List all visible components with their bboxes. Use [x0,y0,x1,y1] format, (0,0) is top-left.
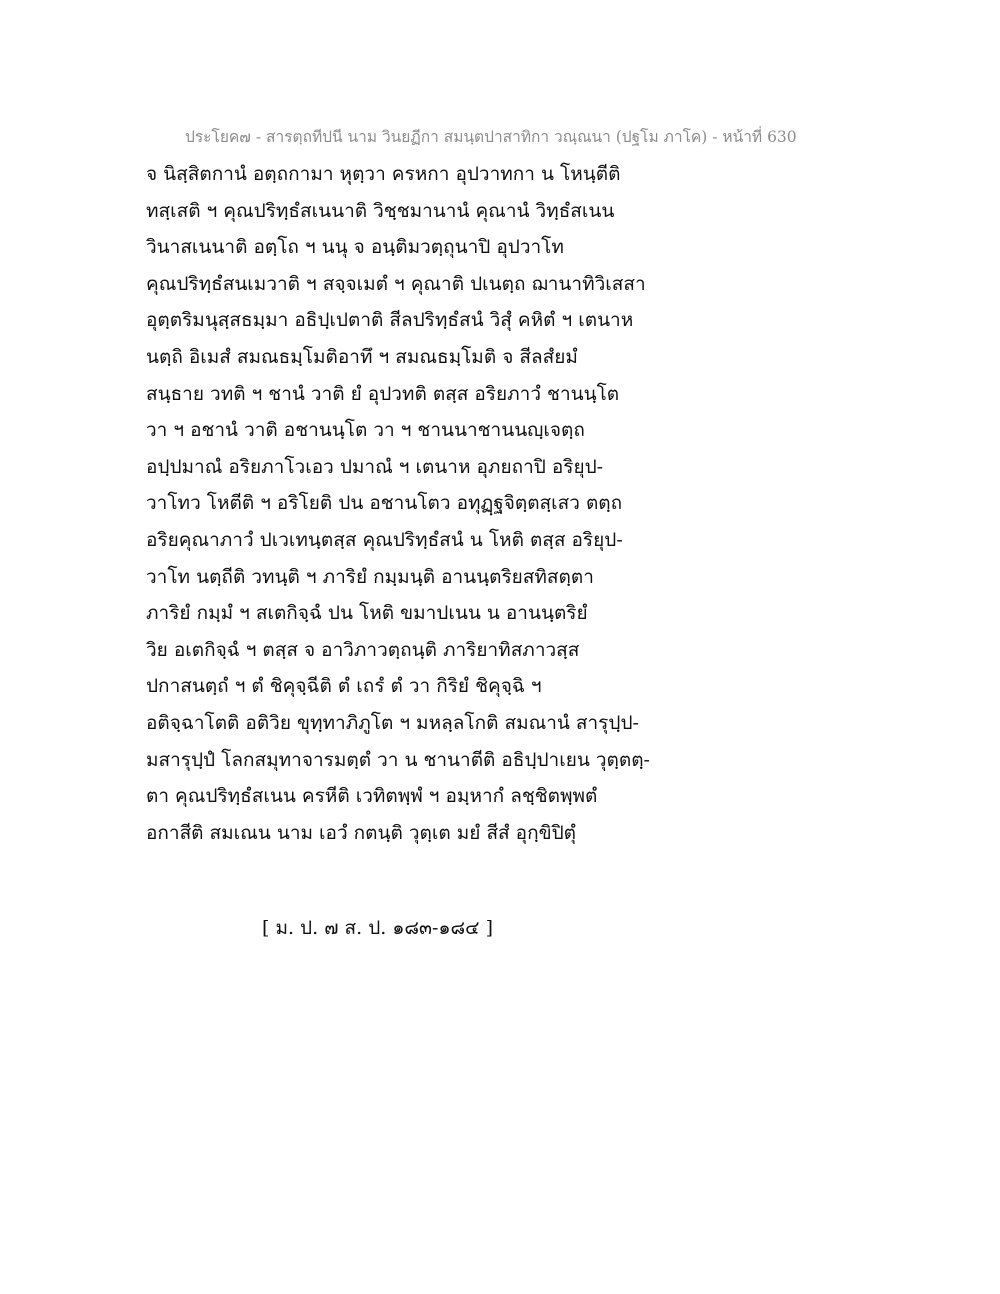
text-line: มสารุปฺปํ โลกสมุทาจารมตฺตํ วา น ชานาตีติ อธิปฺปาเยน วุตฺตตฺ- [146,748,650,771]
text-line: ภาริยํ กมฺมํ ฯ สเตกิจฺฉํ ปน โหติ ขมาปเนน น อานนฺตริยํ [146,602,588,625]
text-line: อริยคุณาภาวํ ปเวเทนฺตสฺส คุณปริทฺธํสนํ น โหติ ตสฺส อริยุป- [146,528,623,551]
text-line: วิย อเตกิจฺฉํ ฯ ตสฺส จ อาวิภาวตฺถนฺติ ภาริยาทิสภาวสฺส [146,638,580,661]
text-line: ทสฺเสติ ฯ คุณปริทฺธํสเนนาติ วิชฺชมานานํ คุณานํ วิทฺธํสเนน [146,199,615,222]
text-line: อติจฺฉาโตติ อติวิย ขุทฺทาภิภูโต ฯ มหลฺลโกติ สมณานํ สารุปฺป- [146,711,639,734]
text-line: อปฺปมาณํ อริยภาโวเอว ปมาณํ ฯ เตนาห อุภยถาปิ อริยุป- [146,455,604,478]
running-header: ประโยค๗ - สารตฺถทีปนี นาม วินยฏีกา สมนฺตปาสาทิกา วณฺณนา (ปฐโม ภาโค) - หน้าที่ 630 [185,128,797,146]
text-line: วา ฯ อชานํ วาติ อชานนฺโต วา ฯ ชานนาชานนญฺเจตฺถ [146,419,585,442]
text-line: วินาสเนนาติ อตฺโถ ฯ นนุ จ อนฺติมวตฺถุนาปิ อุปวาโท [146,236,564,259]
text-line: วาโทว โหตีติ ฯ อริโยติ ปน อชานโตว อทุฏฺฐจิตฺตสฺเสว ตตฺถ [146,492,623,515]
citation-reference: [ ม. ป. ๗ ส. ป. ๑๘๓-๑๘๔ ] [262,917,494,939]
text-line: อุตฺตริมนุสฺสธมฺมา อธิปฺเปตาติ สีลปริทฺธํสนํ วิสุํ คหิตํ ฯ เตนาห [146,309,634,332]
text-line: คุณปริทฺธํสนเมวาติ ฯ สจฺจเมตํ ฯ คุณาติ ปเนตฺถ ฌานาทิวิเสสา [146,272,646,295]
text-line: จ นิสฺสิตกานํ อตฺถกามา หุตฺวา ครหกา อุปวาทกา น โหนฺตีติ [146,163,621,185]
text-line: ตา คุณปริทฺธํสเนน ครหีติ เวทิตพฺพํ ฯ อมฺหากํ ลชฺชิตพฺพตํ [146,785,598,808]
text-line: สนฺธาย วทติ ฯ ชานํ วาติ ยํ อุปวทติ ตสฺส อริยภาวํ ชานนฺโต [146,382,620,405]
text-line: อกาสีติ สมเณน นาม เอวํ กตนฺติ วุตฺเต มยํ สีสํ อุกฺขิปิตุํ [146,821,576,844]
text-line: วาโท นตฺถีติ วทนฺติ ฯ ภาริยํ กมฺมนฺติ อานนฺตริยสทิสตฺตา [146,565,594,588]
text-line: นตฺถิ อิเมสํ สมณธมฺโมติอาทึ ฯ สมณธมฺโมติ จ สีลสํยมํ [146,345,578,368]
body-text [146,156,866,851]
text-line: ปกาสนตฺถํ ฯ ตํ ชิคุจฺฉีติ ตํ เถรํ ตํ วา กิริยํ ชิคุจฺฉิ ฯ [146,675,542,698]
